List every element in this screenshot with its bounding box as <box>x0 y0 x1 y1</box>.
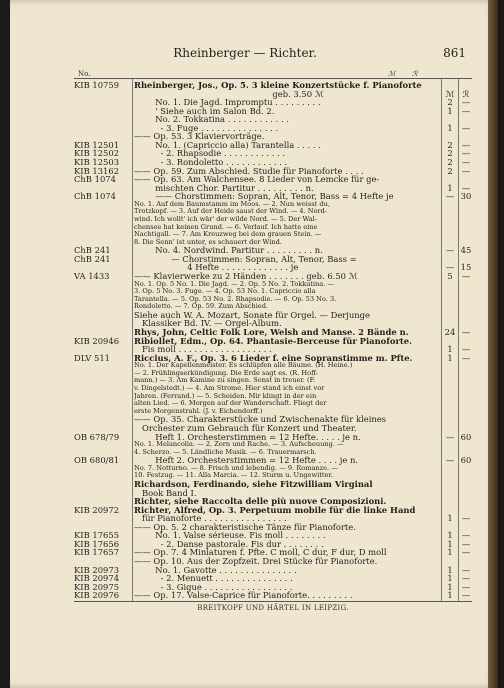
entry-text: v. Dingelstedt.) — 4. Am Strome. Hier stand ich einst vor <box>134 385 325 392</box>
catalog-number: KIB 20973 <box>74 564 120 575</box>
entry-text: No. 4. Nordwind. Partitur . . . . . . . . . n. <box>134 246 323 256</box>
price-mark: — <box>445 455 455 466</box>
entry-text: —— Op. 35. Charakterstücke und Zwischenakte für kleines <box>134 415 387 425</box>
price-mark: — <box>445 191 455 202</box>
price-mark: 2 <box>447 97 453 108</box>
price-pfennig: — <box>461 105 471 116</box>
entry-text: Rhys, John, Celtic Folk Lore, Welsh and Manse. 2 Bände n. <box>134 328 409 337</box>
book-page <box>10 0 498 688</box>
price-mark: ℳ <box>445 88 455 99</box>
entry-text: - 3. Fuge . . . . . . . . . . . . . . . <box>134 123 279 133</box>
price-pfennig: — <box>461 97 471 108</box>
price-mark: 2 <box>447 156 453 167</box>
catalog-number: OB 678/79 <box>74 431 120 442</box>
price-mark: 1 <box>447 564 453 575</box>
catalog-number: VA 1433 <box>74 270 110 281</box>
catalog-number: ChB 241 <box>74 245 111 256</box>
entry-text: Tarantella. — 5. Op. 53 No. 2. Rhapsodie. — 6. Op. 53 No. 3. <box>134 295 337 303</box>
entry-text: - 3. Gigue . . . . . . . . . . . . . . . . . <box>134 582 293 592</box>
catalog-number: KIB 20946 <box>74 335 120 346</box>
column-no: No. <box>78 70 91 78</box>
catalog-table <box>74 78 472 602</box>
price-mark: 24 <box>444 327 456 337</box>
catalog-number: KIB 17655 <box>74 530 120 541</box>
entry-text: No. 1. Valse sérieuse. Fis moll . . . . . . . . <box>134 531 326 541</box>
catalog-number: KIB 20975 <box>74 581 120 592</box>
catalog-number: ChB 1074 <box>74 191 116 202</box>
column-pfennig: ℛ <box>412 70 418 78</box>
price-pfennig: — <box>461 139 471 150</box>
price-pfennig: — <box>461 182 471 193</box>
entry-text: Rheinberger, Jos., Op. 5. 3 kleine Konzertstücke f. Pianoforte <box>134 81 422 90</box>
entry-text: —— Op. 7. 4 Miniaturen f. Pfte. C moll, C dur, F dur, D moll <box>134 548 387 558</box>
price-pfennig: — <box>461 573 471 584</box>
price-mark: 2 <box>447 139 453 150</box>
catalog-number: KIB 13162 <box>74 165 120 176</box>
price-pfennig: — <box>461 530 471 541</box>
price-pfennig: — <box>461 122 471 133</box>
catalog-number: KIB 20972 <box>74 504 120 515</box>
price-pfennig: — <box>461 165 471 176</box>
entry-text: Klassiker Bd. IV. — Orgel-Album. <box>134 319 282 329</box>
entry-text: No. 1. Auf dem Baumstamm im Moos. — 2. Nun weisst du, <box>134 200 330 208</box>
price-pfennig: 60 <box>460 455 472 466</box>
price-mark: 1 <box>447 573 453 584</box>
entry-text: erste Morgenstrahl. (J. v. Eichendorff.) <box>134 407 263 415</box>
price-mark: 1 <box>447 513 453 524</box>
entry-text: —— Op. 10. Aus der Zopfzeit. Drei Stücke für Pianoforte. <box>134 556 378 566</box>
price-mark: 1 <box>447 105 453 116</box>
price-pfennig: — <box>461 590 471 601</box>
entry-text: Richardson, Ferdinando, siehe Fitzwilliam Virginal <box>134 480 373 489</box>
price-pfennig: — <box>461 352 471 363</box>
catalog-number: KIB 20974 <box>74 573 120 584</box>
entry-text: No. 1. Op. 5 No. 1. Die Jagd. — 2. Op. 5 No. 2. Tokkatina. — <box>134 280 335 288</box>
price-mark: 1 <box>447 352 453 363</box>
entry-text: 4 Hefte . . . . . . . . . . . . . je <box>134 263 299 273</box>
catalog-number: KIB 10759 <box>74 80 120 90</box>
catalog-number: KIB 20976 <box>74 590 120 601</box>
entry-text: - 2. Danse pastorale. Fis dur . . . . . . . . <box>134 539 324 549</box>
price-pfennig: — <box>461 327 471 337</box>
entry-text: 10. Festzug. — 11. Alla Marcia. — 12. Sturm u. Ungewitter. <box>134 472 333 480</box>
price-mark: — <box>445 245 455 256</box>
entry-text: Heft 2. Orchesterstimmen = 12 Hefte . . . . je n. <box>134 456 359 466</box>
entry-text: 3. Op. 5 No. 3. Fuge. — 4. Op. 53 No. 1. Capriccio alla <box>134 288 316 296</box>
catalog-number: KIB 12503 <box>74 156 120 167</box>
catalog-number: DLV 511 <box>74 352 110 363</box>
entry-text: Richter, Alfred, Op. 3. Perpetuum mobile für die linke Hand <box>134 505 416 515</box>
entry-text: No. 1. Der Kapellenmeister. Es schlüpfen alle Bäume. (H. Heine.) <box>134 362 353 370</box>
entry-text: —— Klavierwerke zu 2 Händen . . . . . . . geb. 6.50 ℳ <box>134 271 358 281</box>
price-mark: — <box>445 431 455 442</box>
price-mark: 1 <box>447 590 453 601</box>
entry-text: No. 2. Tokkatina . . . . . . . . . . . . <box>134 115 289 125</box>
entry-text: Rondoletto. — 7. Op. 59. Zum Abschied. <box>134 303 269 311</box>
entry-text: —— Op. 59. Zum Abschied. Studie für Pianoforte . . . . <box>134 166 364 176</box>
entry-text: Orchester zum Gebrauch für Konzert und Theater. <box>134 423 357 433</box>
entry-text: 8. Die Senn' ist unter, es schauert der Wind. <box>134 238 282 246</box>
entry-text: für Pianoforte . . . . . . . . . . . . . . . . <box>134 514 287 524</box>
catalog-number: KIB 12501 <box>74 139 120 150</box>
entry-text: Siehe auch W. A. Mozart, Sonate für Orgel. — Derjunge <box>134 310 370 320</box>
entry-text: —— Chorstimmen: Sopran, Alt, Tenor, Bass = 4 Hefte je <box>134 192 394 202</box>
price-pfennig: — <box>461 270 471 281</box>
entry-text: —— Op. 17. Valse-Caprice für Pianoforte. . . . . . . . . <box>134 591 353 601</box>
entry-text: No. 1. Melancolia. — 2. Zorn und Rache. — 3. Aufscheuung. — <box>134 441 344 449</box>
price-mark: 1 <box>447 530 453 541</box>
price-pfennig: — <box>461 513 471 524</box>
price-pfennig: 60 <box>460 431 472 442</box>
running-header <box>10 46 480 66</box>
catalog-number: ChB 241 <box>74 253 111 264</box>
entry-text: mann.) — 3. Am Kamine zu singen. Sonst in treuer. (F. <box>134 377 316 385</box>
price-mark: 2 <box>447 165 453 176</box>
entry-text: —— Op. 63. Am Walchensee. 8 Lieder von Lemcke für ge- <box>134 175 380 185</box>
entry-text: Nachtigall. — 7. Am Kreuzweg bei dem grauen Stein. — <box>134 231 322 239</box>
entry-text: - 2. Rhapsodie . . . . . . . . . . . . <box>134 149 286 159</box>
price-mark: 1 <box>447 547 453 558</box>
price-pfennig: — <box>461 547 471 558</box>
entry-text: — 2. Frühlingserkündigung. Die Erde sagt es. (R. Hoff- <box>134 369 318 377</box>
entry-text: Ribiollet, Edm., Op. 64. Phantasie-Berceuse für Pianoforte. <box>134 336 412 346</box>
entry-text: chensee hat keinen Grund. — 6. Verlauf. Ich hatte eine <box>134 223 318 231</box>
price-pfennig: 30 <box>460 191 472 202</box>
entry-text: geb. 3.50 ℳ <box>134 89 324 99</box>
price-pfennig: — <box>461 564 471 575</box>
price-pfennig: — <box>461 581 471 592</box>
entry-text: Richter, siehe Raccolta delle più nuove Composizioni. <box>134 497 387 507</box>
catalog-number: KIB 17657 <box>74 547 120 558</box>
price-pfennig: — <box>461 344 471 355</box>
price-mark: 1 <box>447 581 453 592</box>
price-mark: 5 <box>447 270 453 281</box>
entry-text: Riccius, A. F., Op. 3. 6 Lieder f. eine Sopranstimme m. Pfte. <box>134 353 413 363</box>
entry-text: - 2. Menuett . . . . . . . . . . . . . . . <box>134 574 293 584</box>
entry-text: Heft 1. Orchesterstimmen = 12 Hefte. . . . . je n. <box>134 432 361 442</box>
entry-text: Trotzkopf. — 3. Auf der Heide saust der Wind. — 4. Nord- <box>134 208 328 216</box>
price-mark: 1 <box>447 122 453 133</box>
entry-text: —— Op. 53. 3 Klaviervorträge. <box>134 132 265 142</box>
entry-text: Jahren. (Ferrand.) — 5. Scheiden. Mir klingt in der ein <box>134 392 317 400</box>
price-mark: 1 <box>447 538 453 549</box>
price-pfennig: — <box>461 156 471 167</box>
catalog-number: KIB 12502 <box>74 148 120 159</box>
entry-text: Book Band I. <box>134 488 197 498</box>
catalog-number: KIB 17656 <box>74 538 120 549</box>
entry-text: mischten Chor. Partitur . . . . . . . . . n. <box>134 183 314 193</box>
publisher-footer: BREITKOPF UND HÄRTEL IN LEIPZIG. <box>197 604 349 612</box>
entry-text: 4. Scherzo. — 5. Ländliche Musik. — 6. Trauermarsch. <box>134 448 317 456</box>
entry-text: No. 1. Gavotte . . . . . . . . . . . . . . . <box>134 565 297 575</box>
entry-text: No. 7. Notturno. — 8. Frisch und lebendig. — 9. Romanze. — <box>134 464 338 472</box>
entry-text: ' Siehe auch im Salon Bd. 2. <box>134 106 275 116</box>
page-number: 861 <box>443 46 466 60</box>
price-mark: 1 <box>447 344 453 355</box>
column-mark: ℳ <box>388 70 396 78</box>
price-pfennig: ℛ <box>462 88 470 99</box>
price-mark: 1 <box>447 182 453 193</box>
price-pfennig: — <box>461 538 471 549</box>
entry-text: No. 1. (Capriccio alla) Tarantella . . . . . <box>134 140 321 150</box>
entry-text: wind. Ich wollt' ich wär' der wilde Nord. — 5. Der Wal- <box>134 215 317 223</box>
page-title: Rheinberger — Richter. <box>173 46 317 60</box>
entry-text: — Chorstimmen: Sopran, Alt, Tenor, Bass = <box>134 254 357 264</box>
catalog-number: OB 680/81 <box>74 455 120 466</box>
book-spine <box>488 0 498 688</box>
price-mark: — <box>445 262 455 273</box>
price-pfennig: — <box>461 148 471 159</box>
entry-text: - 3. Rondoletto . . . . . . . . . . . . <box>134 157 288 167</box>
price-mark: 2 <box>447 148 453 159</box>
price-pfennig: 15 <box>460 262 472 273</box>
entry-text: —— Op. 5. 2 charakteristische Tänze für Pianoforte. <box>134 522 356 532</box>
entry-text: Fis moll . . . . . . . . . . . . . . . . . . <box>134 345 272 355</box>
entry-text: alten Lied. — 6. Morgen auf der Wanderschaft. Fliegt der <box>134 400 327 408</box>
entry-text: No. 1. Die Jagd. Impromptu . . . . . . . . . <box>134 98 321 108</box>
catalog-number: ChB 1074 <box>74 174 116 185</box>
price-pfennig: 45 <box>460 245 472 256</box>
column-divider <box>132 79 133 601</box>
